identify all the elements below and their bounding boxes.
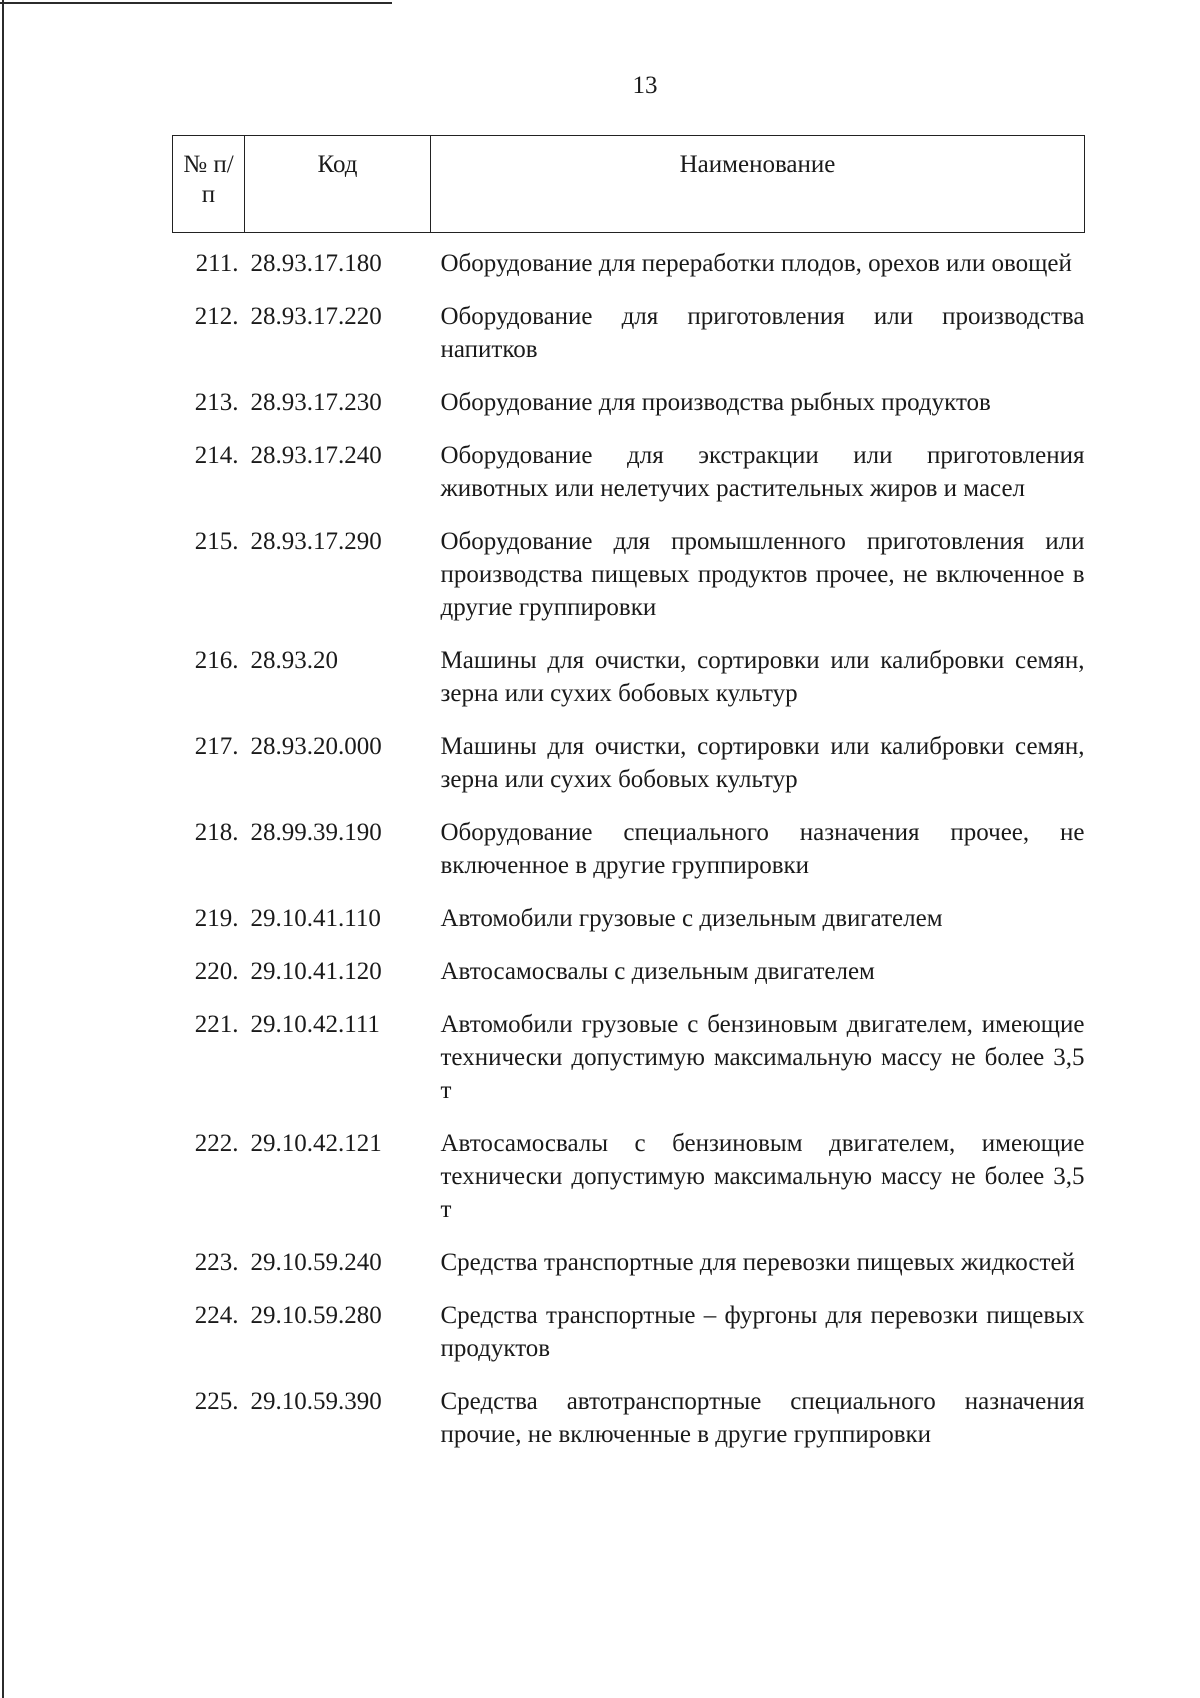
row-code: 28.99.39.190: [250, 819, 382, 846]
row-number: 220.: [194, 958, 239, 985]
table-row: [173, 955, 1085, 1008]
table-row: [173, 644, 1085, 730]
row-number: 211.: [195, 250, 239, 277]
row-code: 29.10.42.121: [250, 1130, 382, 1157]
row-code: 28.93.17.230: [250, 389, 382, 416]
row-name: Автомобили грузовые с дизельным двигателем: [440, 905, 943, 932]
items-table: [172, 135, 1085, 1471]
row-number: 212.: [194, 303, 239, 330]
table-row: [173, 1246, 1085, 1299]
row-name: Средства автотранспортные специального назначения прочие, не включенные в другие группировки: [440, 1388, 1085, 1448]
table-row: [173, 1008, 1085, 1127]
header-name: Наименование: [431, 136, 1085, 233]
row-number: 223.: [194, 1249, 239, 1276]
row-code: 28.93.20: [250, 647, 338, 674]
row-number: 214.: [194, 442, 239, 469]
header-code: Код: [245, 136, 431, 233]
table-row: [173, 816, 1085, 902]
table-row: [173, 1385, 1085, 1471]
row-number: 217.: [194, 733, 239, 760]
row-number: 225.: [194, 1388, 239, 1415]
row-name: Автосамосвалы с дизельным двигателем: [440, 958, 875, 985]
row-name: Машины для очистки, сортировки или калибровки семян, зерна или сухих бобовых культур: [440, 733, 1085, 793]
row-number: 222.: [194, 1130, 239, 1157]
row-name: Машины для очистки, сортировки или калибровки семян, зерна или сухих бобовых культур: [440, 647, 1085, 707]
row-code: 28.93.20.000: [250, 733, 382, 760]
row-code: 29.10.59.390: [250, 1388, 382, 1415]
row-code: 29.10.59.240: [250, 1249, 382, 1276]
table-row: [173, 1299, 1085, 1385]
table-row: [173, 300, 1085, 386]
row-number: 215.: [194, 528, 239, 555]
row-code: 29.10.59.280: [250, 1302, 382, 1329]
row-name: Автомобили грузовые с бензиновым двигателем, имеющие технически допустимую максимальную массу не более 3,5 т: [440, 1011, 1085, 1104]
row-number: 218.: [194, 819, 239, 846]
row-code: 28.93.17.290: [250, 528, 382, 555]
page-number: 13: [632, 72, 658, 99]
row-number: 216.: [194, 647, 239, 674]
table-row: [173, 902, 1085, 955]
scan-edge-top: [0, 2, 392, 4]
row-name: Оборудование для переработки плодов, орехов или овощей: [440, 250, 1072, 277]
row-name: Оборудование для приготовления или производства напитков: [440, 303, 1085, 363]
table-body: [173, 233, 1085, 1472]
table-row: [173, 439, 1085, 525]
row-number: 221.: [194, 1011, 239, 1038]
row-name: Автосамосвалы с бензиновым двигателем, имеющие технически допустимую максимальную массу не более 3,5 т: [440, 1130, 1085, 1223]
row-number: 219.: [194, 905, 239, 932]
row-code: 29.10.42.111: [250, 1011, 380, 1038]
row-number: 224.: [194, 1302, 239, 1329]
scan-edge-left: [2, 0, 4, 1698]
row-number: 213.: [194, 389, 239, 416]
row-name: Оборудование для производства рыбных продуктов: [440, 389, 991, 416]
header-num: № п/п: [173, 136, 245, 233]
table-row: [173, 386, 1085, 439]
table-row: [173, 730, 1085, 816]
table-row: [173, 233, 1085, 301]
row-code: 29.10.41.110: [250, 905, 381, 932]
row-code: 28.93.17.220: [250, 303, 382, 330]
row-name: Средства транспортные для перевозки пищевых жидкостей: [440, 1249, 1075, 1276]
row-code: 28.93.17.240: [250, 442, 382, 469]
row-code: 29.10.41.120: [250, 958, 382, 985]
row-name: Оборудование для промышленного приготовления или производства пищевых продуктов прочее, не включенное в другие группировки: [440, 528, 1085, 621]
row-name: Оборудование специального назначения прочее, не включенное в другие группировки: [440, 819, 1085, 879]
table-row: [173, 1127, 1085, 1246]
row-name: Средства транспортные – фургоны для перевозки пищевых продуктов: [440, 1302, 1085, 1362]
row-name: Оборудование для экстракции или приготовления животных или нелетучих растительных жиров и масел: [440, 442, 1085, 502]
table-row: [173, 525, 1085, 644]
row-code: 28.93.17.180: [250, 250, 382, 277]
table-header-row: [173, 136, 1085, 233]
